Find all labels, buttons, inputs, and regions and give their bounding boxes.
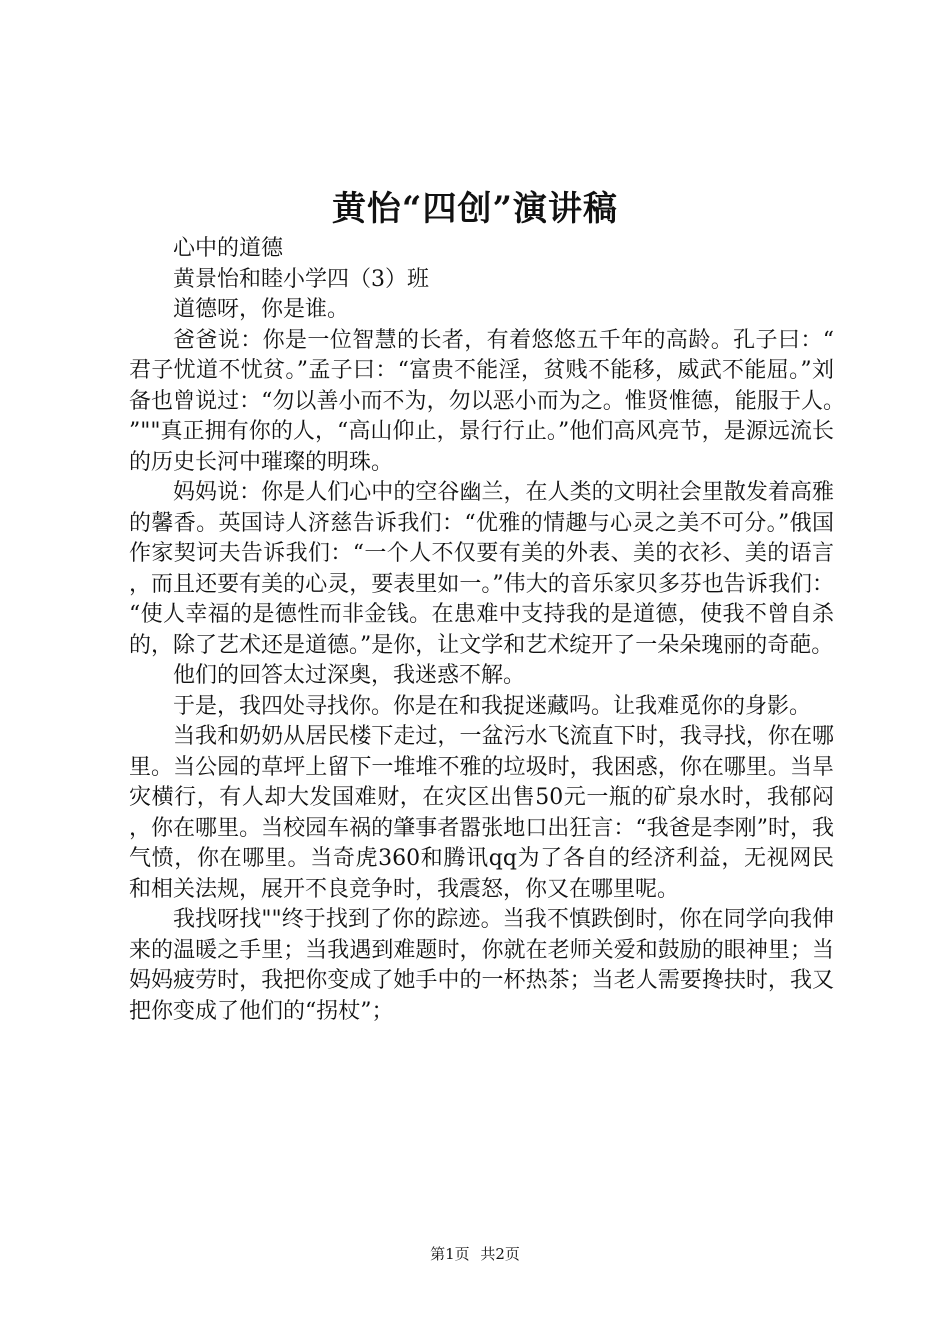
paragraph: 他们的回答太过深奥，我迷惑不解。 xyxy=(173,663,526,688)
paragraph: 道德呀，你是谁。 xyxy=(173,297,350,322)
paragraph: 当我和奶奶从居民楼下走过，一盆污水飞流直下时，我寻找，你在哪里。当公园的草坪上留下一堆堆不雅的垃圾时，我困惑，你在哪里。当旱灾横行，有人却大发国难财，在灾区出售50元一瓶的矿泉水时，我郁闷，你在哪里。当校园车祸的肇事者嚣张地口出狂言：“我爸是李刚”时，我气愤，你在哪里。当奇虎360和腾讯qq为了各自的经济利益，无视网民和相关法规，展开不良竞争时，我震怒，你又在哪里呢。 xyxy=(129,724,834,902)
document-body xyxy=(129,234,834,1027)
document-title: 黄怡“四创”演讲稿 xyxy=(331,189,619,229)
paragraph: 妈妈说：你是人们心中的空谷幽兰，在人类的文明社会里散发着高雅的馨香。英国诗人济慈告诉我们：“优雅的情趣与心灵之美不可分。”俄国作家契诃夫告诉我们：“一个人不仅要有美的外表、美的衣衫、美的语言，而且还要有美的心灵，要表里如一。”伟大的音乐家贝多芬也告诉我们：“使人幸福的是德性而非金钱。在患难中支持我的是道德，使我不曾自杀的，除了艺术还是道德。”是你，让文学和艺术绽开了一朵朵瑰丽的奇葩。 xyxy=(129,480,834,658)
paragraph-author: 黄景怡和睦小学四（3）班 xyxy=(173,266,429,292)
paragraph: 于是，我四处寻找你。你是在和我捉迷藏吗。让我难觅你的身影。 xyxy=(173,693,812,719)
page-footer xyxy=(0,1244,950,1264)
paragraph: 我找呀找""终于找到了你的踪迹。当我不慎跌倒时，你在同学向我伸来的温暖之手里；当我遇到难题时，你就在老师关爱和鼓励的眼神里；当妈妈疲劳时，我把你变成了她手中的一杯热茶；当老人需要搀扶时，我又把你变成了他们的“拐杖”； xyxy=(129,907,834,1024)
paragraph: 爸爸说：你是一位智慧的长者，有着悠悠五千年的高龄。孔子曰：“君子忧道不忧贫。”孟子曰：“富贵不能淫，贫贱不能移，威武不能屈。”刘备也曾说过：“勿以善小而不为，勿以恶小而为之。惟贤惟德，能服于人。”""真正拥有你的人，“高山仰止，景行行止。”他们高风亮节，是源远流长的历史长河中璀璨的明珠。 xyxy=(129,327,834,475)
paragraph-heading: 心中的道德 xyxy=(173,236,284,261)
page-total: 共2页 xyxy=(480,1245,520,1263)
page-number: 第1页 xyxy=(430,1245,470,1263)
